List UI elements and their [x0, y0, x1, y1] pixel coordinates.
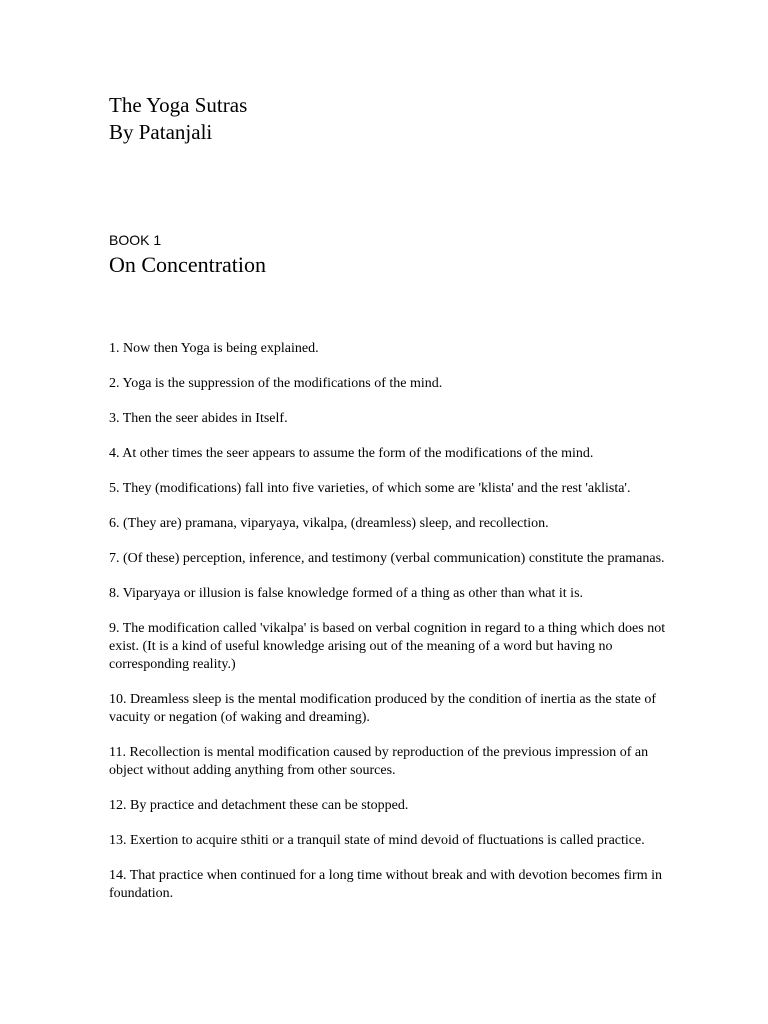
sutra-item: 6. (They are) pramana, viparyaya, vikalpa, (dreamless) sleep, and recollection.	[109, 516, 549, 531]
sutra-item: 11. Recollection is mental modification caused by reproduction of the previous impression of an object without adding anything from other sources.	[109, 745, 649, 778]
sutra-item: 13. Exertion to acquire sthiti or a tranquil state of mind devoid of fluctuations is called practice.	[109, 833, 645, 848]
sutra-item: 12. By practice and detachment these can be stopped.	[109, 798, 409, 813]
sutra-item: 14. That practice when continued for a long time without break and with devotion becomes firm in foundation.	[109, 868, 662, 901]
sutra-list	[109, 340, 669, 920]
book-label: BOOK 1	[109, 232, 162, 248]
document-author: By Patanjali	[109, 120, 213, 144]
sutra-item: 10. Dreamless sleep is the mental modification produced by the condition of inertia as the state of vacuity or negation (of waking and dreaming).	[109, 692, 657, 725]
sutra-item: 9. The modification called 'vikalpa' is based on verbal cognition in regard to a thing which does not exist. (It is a kind of useful knowledge arising out of the meaning of a word but having no corresponding reality.)	[109, 621, 666, 672]
sutra-item: 3. Then the seer abides in Itself.	[109, 411, 288, 426]
sutra-item: 1. Now then Yoga is being explained.	[109, 341, 319, 356]
sutra-item: 7. (Of these) perception, inference, and testimony (verbal communication) constitute the pramanas.	[109, 551, 665, 566]
book-title: On Concentration	[109, 252, 267, 277]
sutra-item: 2. Yoga is the suppression of the modifications of the mind.	[109, 376, 443, 391]
sutra-item: 5. They (modifications) fall into five varieties, of which some are 'klista' and the rest 'aklista'.	[109, 481, 631, 496]
sutra-item: 8. Viparyaya or illusion is false knowledge formed of a thing as other than what it is.	[109, 586, 584, 601]
document-title: The Yoga Sutras	[109, 93, 248, 117]
sutra-item: 4. At other times the seer appears to assume the form of the modifications of the mind.	[109, 446, 594, 461]
